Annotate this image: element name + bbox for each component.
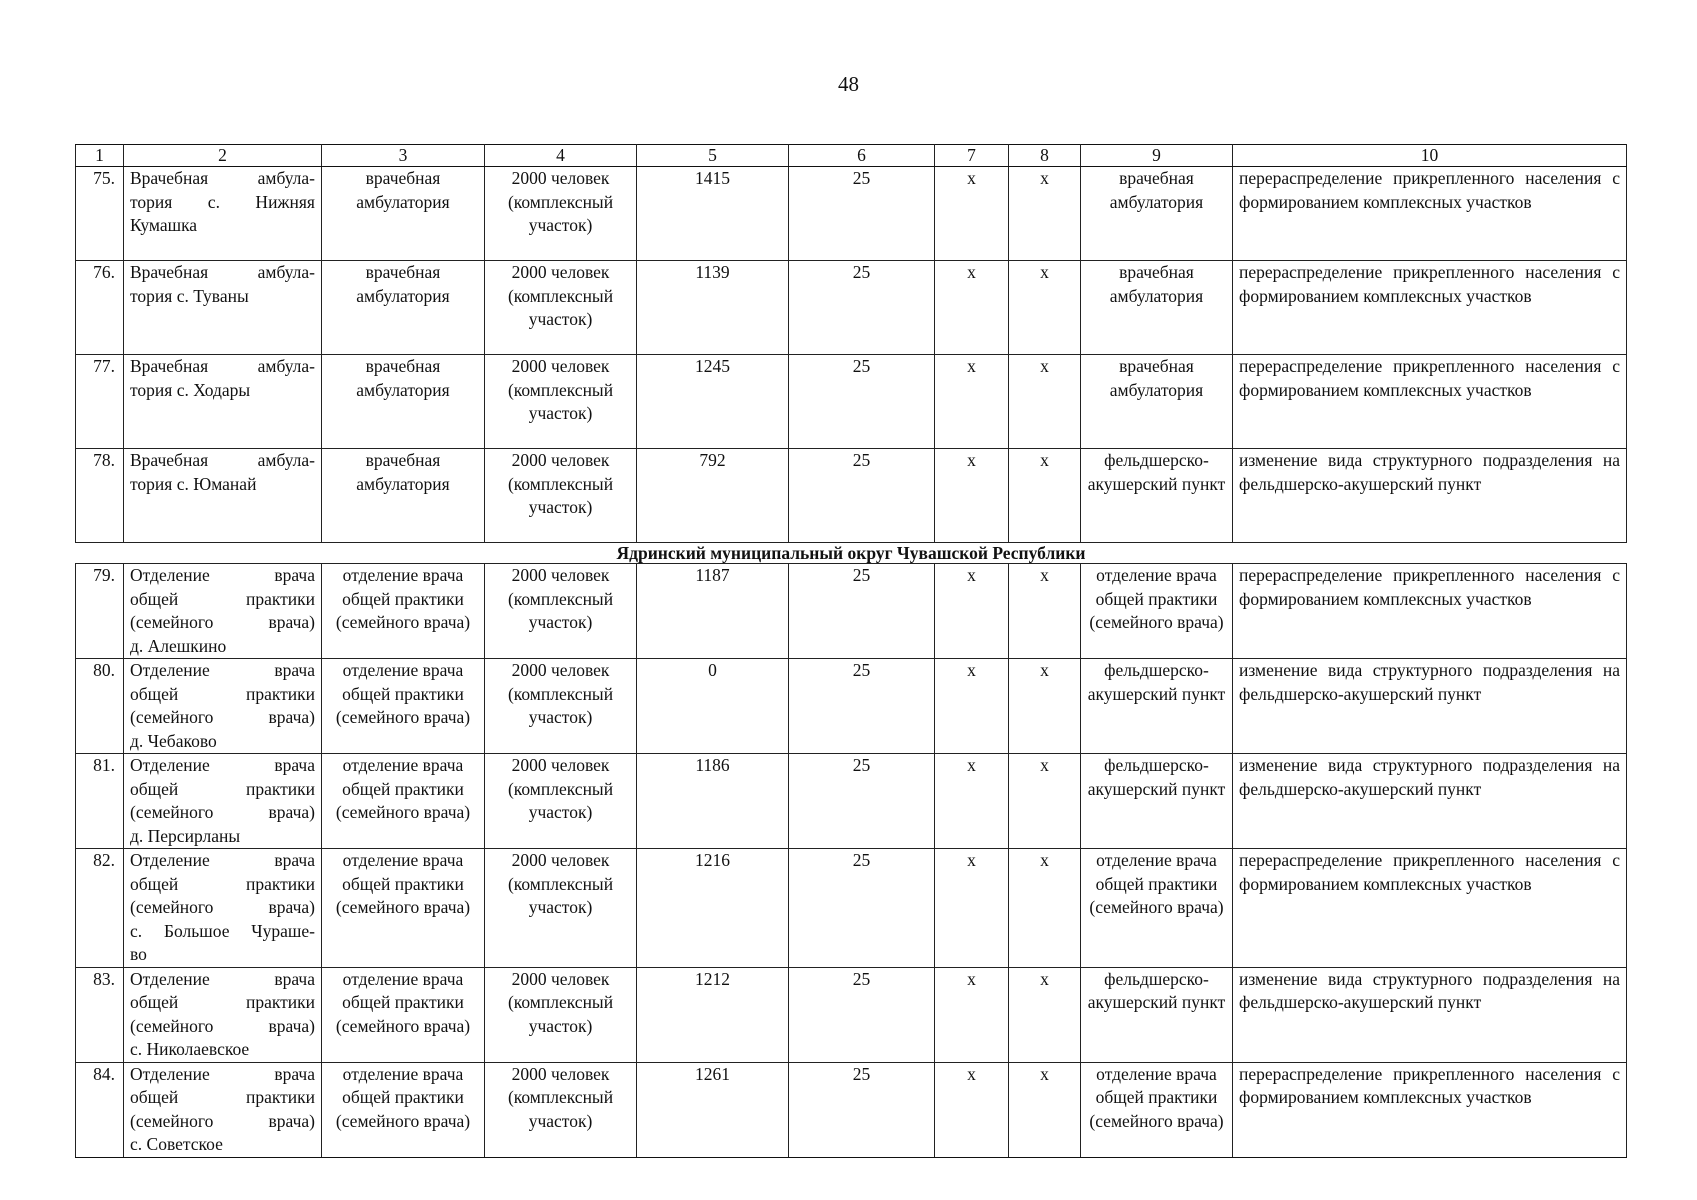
- row-number: 75.: [76, 167, 124, 261]
- column-7-value: х: [935, 754, 1009, 849]
- column-number-row: [76, 145, 1627, 167]
- facility-name-line: (семейного врача): [130, 1110, 315, 1131]
- row-number: 82.: [76, 849, 124, 968]
- attached-population: 1187: [637, 564, 789, 659]
- attached-population: 0: [637, 659, 789, 754]
- facility-name-line: Отделение врача: [130, 755, 315, 775]
- column-number: 2: [124, 145, 322, 167]
- population-norm: 2000 человек (комплексный участок): [485, 659, 637, 754]
- column-8-value: х: [1009, 849, 1081, 968]
- column-7-value: х: [935, 1062, 1009, 1157]
- facility-name-line: тория с. Нижняя: [130, 191, 315, 212]
- row-number: 76.: [76, 261, 124, 355]
- facility-type: отделение врача общей практики (семейного врача): [322, 659, 485, 754]
- facility-name-line: Врачебная амбула-: [130, 356, 315, 376]
- facility-name-line: Отделение врача: [130, 565, 315, 585]
- planned-action: перераспределение прикрепленного населения с формированием комплексных участков: [1233, 355, 1627, 449]
- row-number: 79.: [76, 564, 124, 659]
- facility-type: отделение врача общей практики (семейного врача): [322, 564, 485, 659]
- facility-name-line: (семейного врача): [130, 1015, 315, 1036]
- column-8-value: х: [1009, 167, 1081, 261]
- facility-type: отделение врача общей практики (семейного врача): [322, 1062, 485, 1157]
- column-8-value: х: [1009, 967, 1081, 1062]
- column-7-value: х: [935, 355, 1009, 449]
- attached-population: 1139: [637, 261, 789, 355]
- facility-name-line: Отделение врача: [130, 968, 315, 989]
- column-number: 3: [322, 145, 485, 167]
- planned-action: изменение вида структурного подразделения на фельдшерско-акушерский пункт: [1233, 449, 1627, 543]
- facility-name-line: Врачебная амбула-: [130, 450, 315, 470]
- page-number: 48: [838, 72, 859, 96]
- facility-name-line: д. Чебаково: [130, 730, 217, 751]
- column-8-value: х: [1009, 1062, 1081, 1157]
- column-number: 5: [637, 145, 789, 167]
- facility-name-line: тория с. Ходары: [130, 379, 251, 400]
- facility-name-line: с. Советское: [130, 1134, 223, 1154]
- facility-name: [124, 754, 322, 849]
- facility-name-line: во: [130, 944, 147, 964]
- attached-population: 1216: [637, 849, 789, 968]
- facility-name-line: Кумашка: [130, 215, 198, 235]
- facility-name-line: общей практики: [130, 778, 315, 799]
- facility-name-line: Отделение врача: [130, 850, 315, 870]
- facility-name-line: тория с. Юманай: [130, 473, 257, 494]
- facilities-table: [75, 144, 1627, 1158]
- column-7-value: х: [935, 167, 1009, 261]
- column-7-value: х: [935, 659, 1009, 754]
- population-norm: 2000 человек (комплексный участок): [485, 261, 637, 355]
- facility-name-line: с. Большое Чураше-: [130, 920, 315, 941]
- table-row: [76, 449, 1627, 543]
- table-row: [76, 564, 1627, 659]
- facility-name-line: общей практики: [130, 588, 315, 609]
- distance-value: 25: [789, 167, 935, 261]
- facility-name: [124, 967, 322, 1062]
- attached-population: 1415: [637, 167, 789, 261]
- facility-name: [124, 167, 322, 261]
- distance-value: 25: [789, 355, 935, 449]
- new-facility-type: фельдшерско-акушерский пункт: [1081, 659, 1233, 754]
- column-number: 4: [485, 145, 637, 167]
- column-number: 7: [935, 145, 1009, 167]
- facility-name: [124, 849, 322, 968]
- planned-action: изменение вида структурного подразделения на фельдшерско-акушерский пункт: [1233, 754, 1627, 849]
- facility-name-line: (семейного врача): [130, 612, 315, 632]
- planned-action: перераспределение прикрепленного населения с формированием комплексных участков: [1233, 564, 1627, 659]
- distance-value: 25: [789, 754, 935, 849]
- column-8-value: х: [1009, 261, 1081, 355]
- new-facility-type: врачебная амбулатория: [1081, 167, 1233, 261]
- column-7-value: х: [935, 261, 1009, 355]
- facility-name: [124, 659, 322, 754]
- column-number: 9: [1081, 145, 1233, 167]
- table-row: [76, 967, 1627, 1062]
- column-8-value: х: [1009, 564, 1081, 659]
- new-facility-type: отделение врача общей практики (семейного врача): [1081, 1062, 1233, 1157]
- attached-population: 1245: [637, 355, 789, 449]
- facility-type: врачебная амбулатория: [322, 355, 485, 449]
- column-7-value: х: [935, 849, 1009, 968]
- facility-name: [124, 449, 322, 543]
- row-number: 80.: [76, 659, 124, 754]
- table-body: [76, 145, 1627, 1158]
- facility-name-line: общей практики: [130, 992, 315, 1012]
- new-facility-type: фельдшерско-акушерский пункт: [1081, 967, 1233, 1062]
- planned-action: изменение вида структурного подразделения на фельдшерско-акушерский пункт: [1233, 967, 1627, 1062]
- column-8-value: х: [1009, 659, 1081, 754]
- new-facility-type: отделение врача общей практики (семейного врача): [1081, 849, 1233, 968]
- column-number: 8: [1009, 145, 1081, 167]
- planned-action: перераспределение прикрепленного населения с формированием комплексных участков: [1233, 849, 1627, 968]
- facility-name: [124, 261, 322, 355]
- facility-type: отделение врача общей практики (семейного врача): [322, 754, 485, 849]
- planned-action: перераспределение прикрепленного населения с формированием комплексных участков: [1233, 261, 1627, 355]
- facility-name-line: Отделение врача: [130, 1063, 315, 1084]
- table-row: [76, 261, 1627, 355]
- table-row: [76, 659, 1627, 754]
- facility-type: врачебная амбулатория: [322, 167, 485, 261]
- facility-name-line: д. Алешкино: [130, 635, 227, 656]
- population-norm: 2000 человек (комплексный участок): [485, 167, 637, 261]
- population-norm: 2000 человек (комплексный участок): [485, 564, 637, 659]
- facility-name-line: (семейного врача): [130, 707, 315, 727]
- table-row: [76, 849, 1627, 968]
- table-row: [76, 355, 1627, 449]
- distance-value: 25: [789, 967, 935, 1062]
- section-title: Ядринский муниципальный округ Чувашской Республики: [76, 543, 1627, 564]
- column-8-value: х: [1009, 449, 1081, 543]
- distance-value: 25: [789, 849, 935, 968]
- column-number: 1: [76, 145, 124, 167]
- population-norm: 2000 человек (комплексный участок): [485, 754, 637, 849]
- table-row: [76, 1062, 1627, 1157]
- new-facility-type: врачебная амбулатория: [1081, 261, 1233, 355]
- planned-action: перераспределение прикрепленного населения с формированием комплексных участков: [1233, 167, 1627, 261]
- section-row: [76, 543, 1627, 564]
- attached-population: 1186: [637, 754, 789, 849]
- distance-value: 25: [789, 261, 935, 355]
- new-facility-type: фельдшерско-акушерский пункт: [1081, 754, 1233, 849]
- row-number: 78.: [76, 449, 124, 543]
- table-row: [76, 167, 1627, 261]
- column-8-value: х: [1009, 754, 1081, 849]
- facility-type: врачебная амбулатория: [322, 261, 485, 355]
- distance-value: 25: [789, 564, 935, 659]
- facility-name-line: тория с. Туваны: [130, 285, 249, 306]
- new-facility-type: отделение врача общей практики (семейного врача): [1081, 564, 1233, 659]
- facility-name-line: общей практики: [130, 873, 315, 894]
- population-norm: 2000 человек (комплексный участок): [485, 355, 637, 449]
- facility-name-line: Врачебная амбула-: [130, 262, 315, 282]
- facility-name-line: Врачебная амбула-: [130, 168, 315, 188]
- facility-name: [124, 355, 322, 449]
- new-facility-type: фельдшерско-акушерский пункт: [1081, 449, 1233, 543]
- facility-name-line: Отделение врача: [130, 660, 315, 680]
- column-number: 6: [789, 145, 935, 167]
- facility-name-line: д. Персирланы: [130, 825, 241, 846]
- distance-value: 25: [789, 449, 935, 543]
- row-number: 84.: [76, 1062, 124, 1157]
- facility-name-line: с. Николаевское: [130, 1039, 250, 1059]
- attached-population: 792: [637, 449, 789, 543]
- facility-name: [124, 1062, 322, 1157]
- facility-type: врачебная амбулатория: [322, 449, 485, 543]
- row-number: 77.: [76, 355, 124, 449]
- population-norm: 2000 человек (комплексный участок): [485, 1062, 637, 1157]
- column-7-value: х: [935, 967, 1009, 1062]
- column-7-value: х: [935, 449, 1009, 543]
- row-number: 81.: [76, 754, 124, 849]
- attached-population: 1212: [637, 967, 789, 1062]
- population-norm: 2000 человек (комплексный участок): [485, 967, 637, 1062]
- facility-name-line: общей практики: [130, 1087, 315, 1107]
- column-8-value: х: [1009, 355, 1081, 449]
- attached-population: 1261: [637, 1062, 789, 1157]
- facility-name-line: (семейного врача): [130, 897, 315, 917]
- population-norm: 2000 человек (комплексный участок): [485, 849, 637, 968]
- facility-name-line: общей практики: [130, 683, 315, 704]
- row-number: 83.: [76, 967, 124, 1062]
- facility-name-line: (семейного врача): [130, 802, 315, 822]
- distance-value: 25: [789, 1062, 935, 1157]
- planned-action: перераспределение прикрепленного населения с формированием комплексных участков: [1233, 1062, 1627, 1157]
- facility-name: [124, 564, 322, 659]
- distance-value: 25: [789, 659, 935, 754]
- planned-action: изменение вида структурного подразделения на фельдшерско-акушерский пункт: [1233, 659, 1627, 754]
- population-norm: 2000 человек (комплексный участок): [485, 449, 637, 543]
- facility-type: отделение врача общей практики (семейного врача): [322, 967, 485, 1062]
- column-7-value: х: [935, 564, 1009, 659]
- column-number: 10: [1233, 145, 1627, 167]
- table-row: [76, 754, 1627, 849]
- new-facility-type: врачебная амбулатория: [1081, 355, 1233, 449]
- facility-type: отделение врача общей практики (семейного врача): [322, 849, 485, 968]
